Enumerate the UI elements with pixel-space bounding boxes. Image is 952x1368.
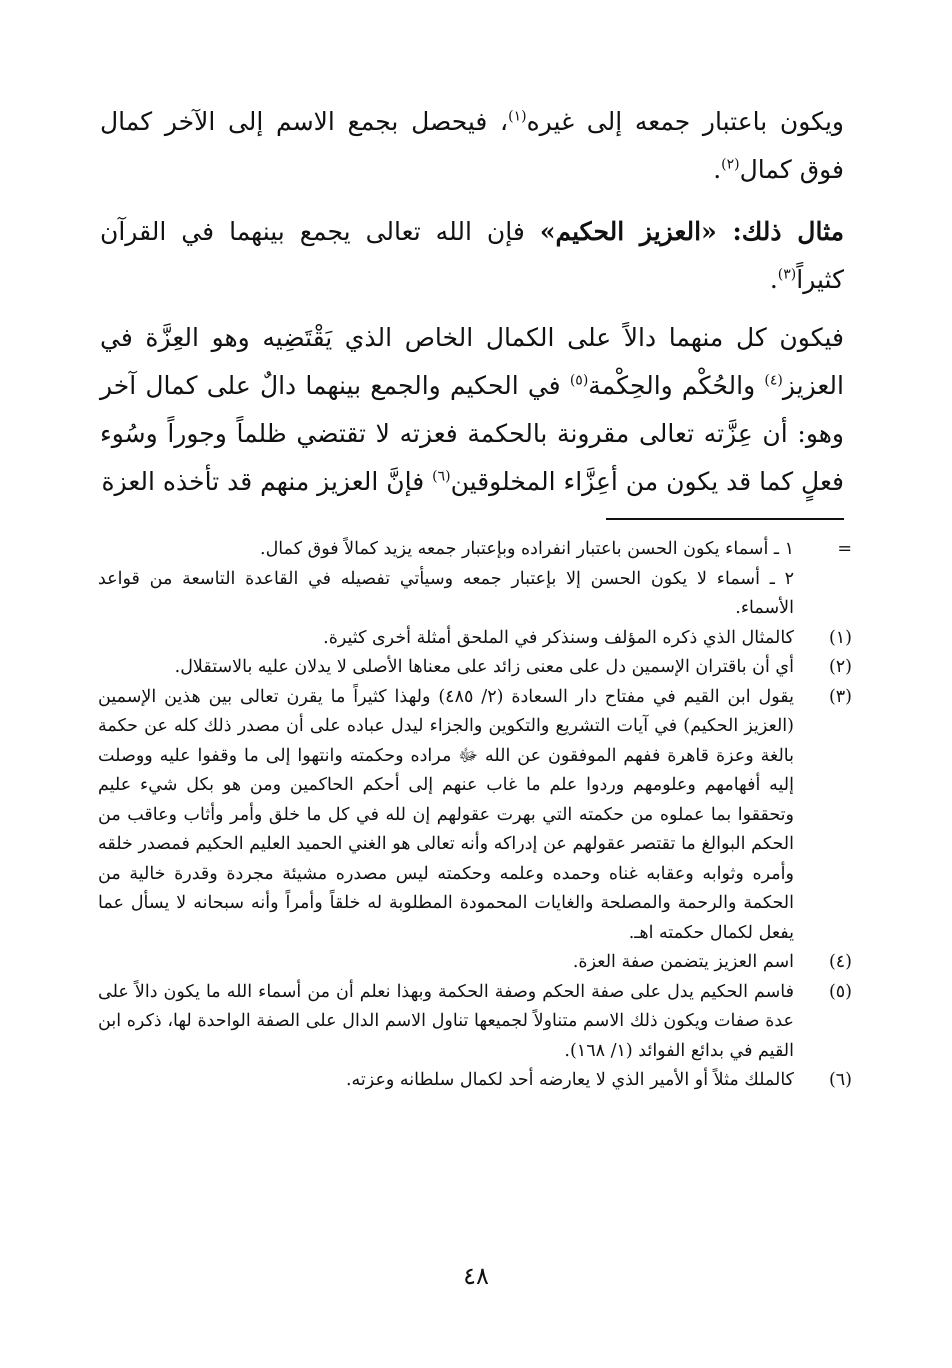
footnote-mark: (٦) [828, 1070, 852, 1090]
continuation-mark: = [837, 539, 852, 559]
body-text: . [769, 265, 778, 294]
footnote-ref-1[interactable]: (١) [508, 108, 527, 125]
footnote-mark: (٣) [828, 686, 852, 707]
footnote-continuation-line: ٢ ـ أسماء لا يكون الحسن إلا بإعتبار جمعه وسيأتي تفصيله في القاعدة التاسعة من قواعد الأسماء. [98, 568, 794, 618]
footnote-mark: (٢) [828, 657, 852, 677]
body-text: والحُكْم والحِكْمة [588, 371, 765, 400]
footnote-text: فاسم الحكيم يدل على صفة الحكم وصفة الحكمة وبهذا نعلم أن من أسماء الله ما يكون دالاً على عدة صفات ويكون ذلك الاسم متناولاً لجميعها تناول الاسم الدال على الصفة الواحدة لها، ذكره ابن القيم في بدائع الفوائد (١/ ١٦٨). [98, 981, 794, 1061]
footnote-separator [606, 518, 844, 520]
footnote-ref-2[interactable]: (٢) [721, 156, 740, 173]
body-text: في الحكيم والجمع بينهما دالٌ على كمال آخر وهو: أن عِزَّته تعالى مقرونة بالحكمة فعزته لا تقتضي ظلماً وجوراً وسُوء فعلٍ كما قد يكون من أعِزَّاء المخلوقين [100, 371, 844, 496]
footnote-3 [98, 683, 852, 949]
footnote-text: ١ ـ أسماء يكون الحسن باعتبار انفراده وبإعتبار جمعه يزيد كمالاً فوق كمال. [260, 539, 794, 559]
footnote-5 [98, 978, 852, 1067]
footnote-1 [98, 624, 852, 654]
footnotes [98, 535, 852, 1096]
footnote-ref-3[interactable]: (٣) [777, 266, 797, 283]
body-text: ويكون باعتبار جمعه إلى غيره [526, 107, 844, 136]
footnote-6 [98, 1066, 852, 1096]
body-paragraph-2 [100, 208, 844, 304]
body-text: فإن الله تعالى يجمع بينهما في القرآن كثيراً [100, 217, 844, 294]
footnote-mark: (٤) [828, 952, 852, 972]
body-paragraph-1 [100, 98, 844, 194]
example-lead: مثال ذلك: «العزيز الحكيم» [539, 217, 845, 246]
body-text: . [713, 155, 722, 184]
body-text: ، فيحصل بجمع الاسم إلى الآخر كمال فوق كمال [100, 107, 844, 184]
footnote-2 [98, 653, 852, 683]
body-text: فإنَّ العزيز منهم قد تأخذه العزة [101, 467, 433, 496]
page-number: ٤٨ [463, 1262, 489, 1290]
footnote-text: يقول ابن القيم في مفتاح دار السعادة (٢/ ٤٨٥) ولهذا كثيراً ما يقرن تعالى بين هذين الإسمين (العزيز الحكيم) في آيات التشريع والتكوين والجزاء ليدل عباده على أن مصدر ذلك كله عن حكمة بالغة وعزة قاهرة ففهم الموفقون عن الله ﷻ مراده وحكمته وانتهوا إلى ما وقفوا عليه ووصلت إليه أفهامهم وعلومهم وردوا علم ما غاب عنهم إلى أحكم الحاكمين ومن هو بكل شيء عليم وتحققوا بما عملوه من حكمته التي بهرت عقولهم إن لله في كل ما خلق وأمر وأثاب وعاقب من الحكم البوالغ ما تقتصر عقولهم عن إدراكه وأنه تعالى هو الغني الحميد العليم الحكيم فمصدر خلقه وأمره وثوابه وعقابه غناه وحمده وعلمه وحكمته ليس مصدره مشيئة مجردة وقدرة خالية من الحكمة والرحمة والمصلحة والغايات المحمودة المطلوبة له خلقاً وأمراً وأنه سبحانه لا يسأل عما يفعل لكمال حكمته اهـ. [98, 686, 794, 943]
footnote-text: كالمثال الذي ذكره المؤلف وسنذكر في الملحق أمثلة أخرى كثيرة. [323, 627, 794, 648]
footnote-4 [98, 948, 852, 978]
footnote-text: كالملك مثلاً أو الأمير الذي لا يعارضه أحد لكمال سلطانه وعزته. [345, 1070, 794, 1090]
footnote-text: أي أن باقتران الإسمين دل على معنى زائد على معناها الأصلى لا يدلان عليه بالاستقلال. [174, 657, 794, 677]
footnote-continuation [98, 535, 852, 565]
footnote-mark: (١) [828, 627, 852, 648]
footnote-ref-5[interactable]: (٥) [569, 372, 589, 389]
footnote-ref-6[interactable]: (٦) [432, 468, 451, 485]
body-text: فيكون كل منهما دالاً على الكمال الخاص الذي يَقْتَضِيه وهو العِزَّة في العزيز [100, 323, 844, 400]
body-paragraph-3 [100, 314, 844, 506]
footnote-text: اسم العزيز يتضمن صفة العزة. [572, 952, 794, 972]
footnote-mark: (٥) [828, 981, 852, 1002]
footnote-ref-4[interactable]: (٤) [764, 372, 783, 389]
